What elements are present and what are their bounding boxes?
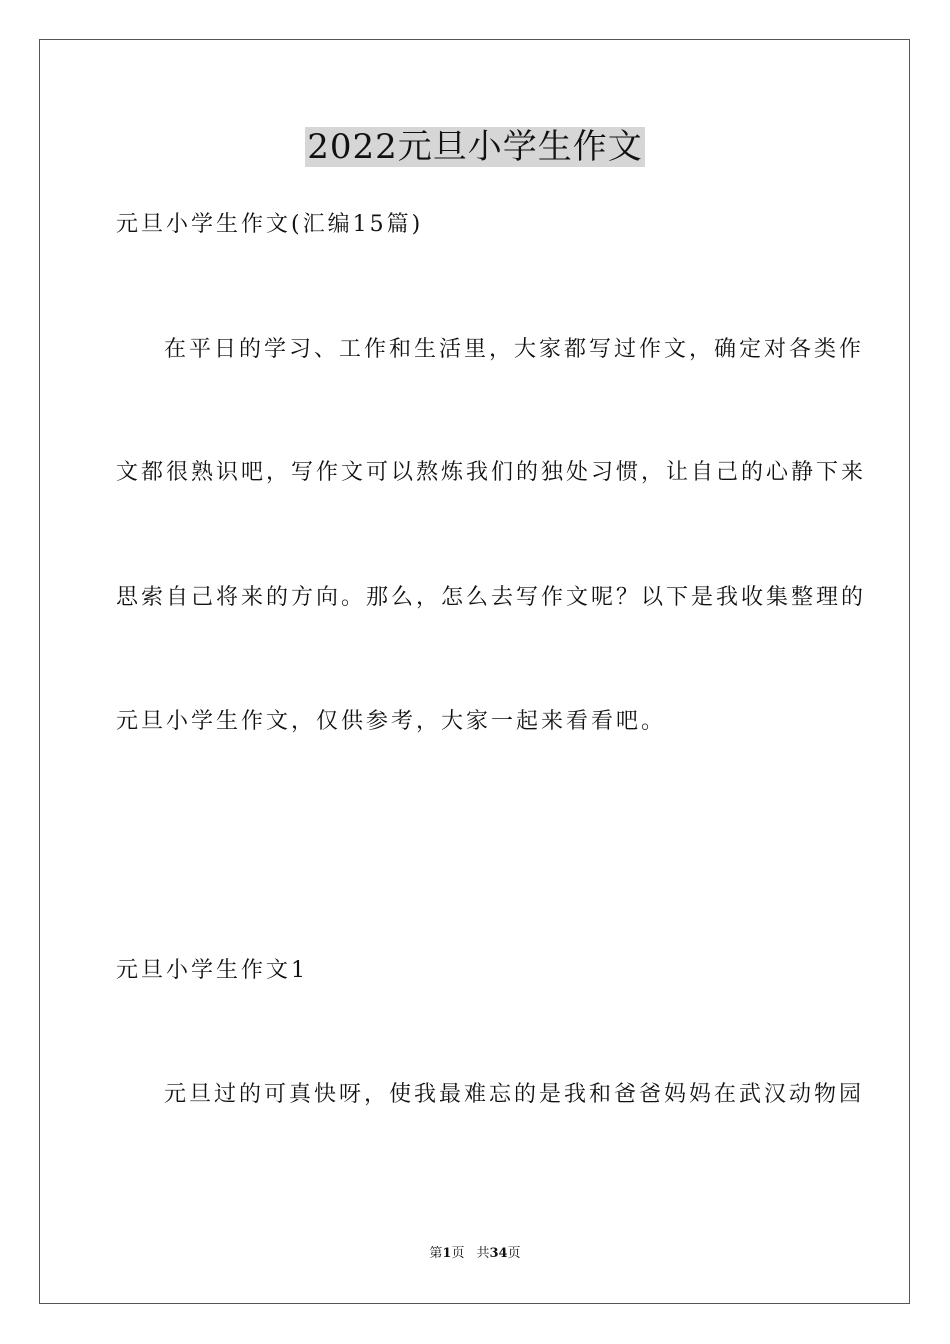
document-title-wrap (0, 124, 950, 170)
section-paragraph-line: 元旦过的可真快呀，使我最难忘的是我和爸爸妈妈在武汉动物园 (164, 1082, 865, 1107)
footer-page-prefix: 第 (429, 1246, 443, 1261)
intro-paragraph-line: 元旦小学生作文，仅供参考，大家一起来看看吧。 (116, 709, 667, 734)
document-subtitle: 元旦小学生作文(汇编15篇) (116, 212, 424, 237)
footer-page-total: 34 (489, 1246, 508, 1261)
footer-total-suffix: 页 (507, 1246, 521, 1261)
document-title: 2022元旦小学生作文 (307, 127, 643, 167)
section-heading: 元旦小学生作文1 (116, 958, 308, 983)
page-footer (0, 1245, 950, 1263)
intro-paragraph-line: 文都很熟识吧，写作文可以熬炼我们的独处习惯，让自己的心静下来 (116, 460, 867, 485)
intro-paragraph-line: 思索自己将来的方向。那么，怎么去写作文呢？以下是我收集整理的 (116, 585, 867, 610)
intro-paragraph-line: 在平日的学习、工作和生活里，大家都写过作文，确定对各类作 (164, 337, 865, 362)
footer-total-prefix: 共 (476, 1246, 490, 1261)
footer-page-mid: 页 (451, 1246, 465, 1261)
footer-page-current: 1 (442, 1246, 452, 1261)
